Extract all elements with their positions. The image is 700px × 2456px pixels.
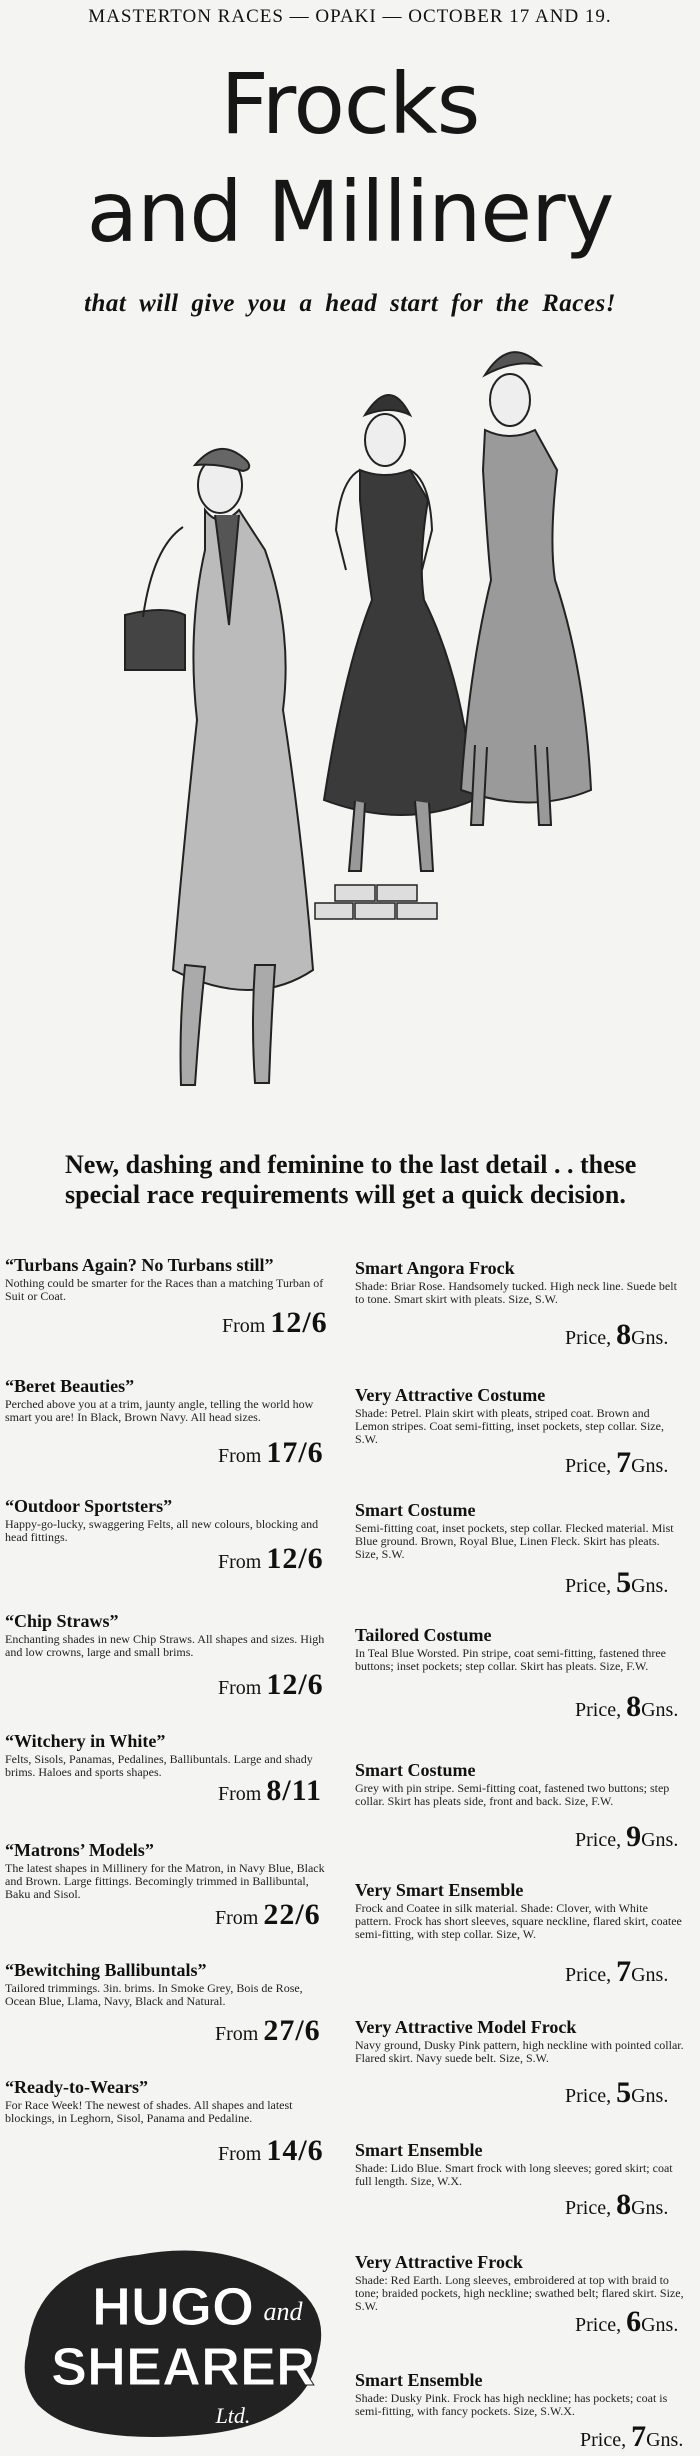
millinery-desc: Nothing could be smarter for the Races than a matching Turban of Suit or Coat. <box>5 1276 324 1303</box>
title-line-1: Frocks <box>220 55 480 153</box>
millinery-price: From 12/6 <box>222 1306 328 1339</box>
hugo-shearer-logo <box>18 2235 343 2445</box>
frock-price: Price, 9Gns. <box>575 1820 679 1853</box>
millinery-desc: For Race Week! The newest of shades. All shapes and latest blockings, in Leghorn, Sisol, Panama and Pedaline. <box>5 2098 293 2125</box>
frock-title: Very Attractive Costume <box>355 1385 546 1405</box>
frock-title: Smart Ensemble <box>355 2370 483 2390</box>
millinery-price: From 12/6 <box>218 1668 324 1701</box>
frock-title: Smart Costume <box>355 1760 476 1780</box>
frock-desc: Shade: Briar Rose. Handsomely tucked. High neck line. Suede belt to tone. Smart skirt with pleats. Size, S.W. <box>355 1279 677 1306</box>
millinery-title: “Matrons’ Models” <box>5 1840 154 1860</box>
frock-price: Price, 7Gns. <box>580 2420 684 2453</box>
frock-price: Price, 5Gns. <box>565 1566 669 1599</box>
millinery-price: From 12/6 <box>218 1542 324 1575</box>
millinery-title: “Outdoor Sportsters” <box>5 1496 173 1516</box>
frock-desc: Shade: Dusky Pink. Frock has high neckline; has pockets; coat is semi-fitting, with fancy pockets. Size, S.W.X. <box>355 2391 668 2418</box>
frock-price: Price, 6Gns. <box>575 2305 679 2338</box>
millinery-desc: The latest shapes in Millinery for the Matron, in Navy Blue, Black and Brown. Large fittings. Becomingly trimmed in Ballibuntal, Baku and Sisol. <box>5 1861 325 1901</box>
millinery-price: From 14/6 <box>218 2134 324 2167</box>
millinery-title: “Turbans Again? No Turbans still” <box>5 1255 274 1275</box>
fashion-illustration <box>55 345 615 1115</box>
millinery-desc: Happy-go-lucky, swaggering Felts, all new colours, blocking and head fittings. <box>5 1517 319 1544</box>
page-header: MASTERTON RACES — OPAKI — OCTOBER 17 AND 19. <box>88 6 612 27</box>
frock-title: Very Smart Ensemble <box>355 1880 524 1900</box>
logo-ltd: Ltd. <box>215 2403 251 2428</box>
frock-title: Tailored Costume <box>355 1625 492 1645</box>
frock-price: Price, 5Gns. <box>565 2076 669 2109</box>
frock-title: Very Attractive Model Frock <box>355 2017 577 2037</box>
frock-title: Very Attractive Frock <box>355 2252 523 2272</box>
frock-price: Price, 7Gns. <box>565 1955 669 1988</box>
frock-desc: Frock and Coatee in silk material. Shade: Clover, with White pattern. Frock has short sleeves, square neckline, flared skirt, coatee semi-fitting, with step collar. Size, W. <box>355 1901 682 1941</box>
logo-line-2: SHEARER <box>50 2337 316 2397</box>
frock-desc: Semi-fitting coat, inset pockets, step collar. Flecked material. Mist Blue ground. Brown, Royal Blue, Linen Fleck. Skirt has pleats. Size, S.W. <box>355 1521 674 1561</box>
millinery-price: From 27/6 <box>215 2014 321 2047</box>
millinery-price: From 8/11 <box>218 1774 323 1807</box>
millinery-title: “Ready-to-Wears” <box>5 2077 148 2097</box>
millinery-desc: Tailored trimmings. 3in. brims. In Smoke Grey, Bois de Rose, Ocean Blue, Llama, Navy, Black and Natural. <box>5 1981 303 2008</box>
headline: New, dashing and feminine to the last detail . . these special race requirements will get a quick decision. <box>65 1150 637 1209</box>
millinery-title: “Chip Straws” <box>5 1611 119 1631</box>
frock-desc: Shade: Petrel. Plain skirt with pleats, striped coat. Brown and Lemon stripes. Coat semi-fitting, inset pockets, step collar. Size, S.W. <box>355 1406 664 1446</box>
millinery-price: From 17/6 <box>218 1436 324 1469</box>
tagline: that will give you a head start for the Races! <box>84 290 616 317</box>
millinery-title: “Bewitching Ballibuntals” <box>5 1960 207 1980</box>
frock-price: Price, 8Gns. <box>575 1690 679 1723</box>
frock-title: Smart Ensemble <box>355 2140 483 2160</box>
millinery-title: “Witchery in White” <box>5 1731 166 1751</box>
millinery-title: “Beret Beauties” <box>5 1376 135 1396</box>
frock-title: Smart Costume <box>355 1500 476 1520</box>
millinery-desc: Felts, Sisols, Panamas, Pedalines, Ballibuntals. Large and shady brims. Haloes and sports shapes. <box>5 1752 313 1779</box>
logo-and: and <box>263 2297 303 2326</box>
millinery-price: From 22/6 <box>215 1898 321 1931</box>
frock-desc: Grey with pin stripe. Semi-fitting coat, fastened two buttons; step collar. Skirt has pleats side, front and back. Size, F.W. <box>355 1781 670 1808</box>
frock-desc: Navy ground, Dusky Pink pattern, high neckline with pointed collar. Flared skirt. Navy suede belt. Size, S.W. <box>355 2038 684 2065</box>
frock-price: Price, 7Gns. <box>565 1446 669 1479</box>
frock-price: Price, 8Gns. <box>565 1318 669 1351</box>
logo-line-1: HUGO <box>92 2277 254 2337</box>
frock-title: Smart Angora Frock <box>355 1258 515 1278</box>
millinery-desc: Perched above you at a trim, jaunty angle, telling the world how smart you are! In Black, Brown Navy. All head sizes. <box>5 1397 314 1424</box>
frock-price: Price, 8Gns. <box>565 2188 669 2221</box>
title-line-2: and Millinery <box>86 163 614 261</box>
millinery-desc: Enchanting shades in new Chip Straws. All shapes and sizes. High and low crowns, large and small brims. <box>5 1632 325 1659</box>
frock-desc: Shade: Red Earth. Long sleeves, embroidered at top with braid to tone; braided pockets, high neckline; swathed belt; flared skirt. Size, S.W. <box>355 2273 684 2313</box>
frock-desc: Shade: Lido Blue. Smart frock with long sleeves; gored skirt; coat full length. Size, W.X. <box>355 2161 673 2188</box>
frock-desc: In Teal Blue Worsted. Pin stripe, coat semi-fitting, fastened three buttons; inset pockets; step collar. Skirt has pleats. Size, F.W. <box>355 1646 667 1673</box>
